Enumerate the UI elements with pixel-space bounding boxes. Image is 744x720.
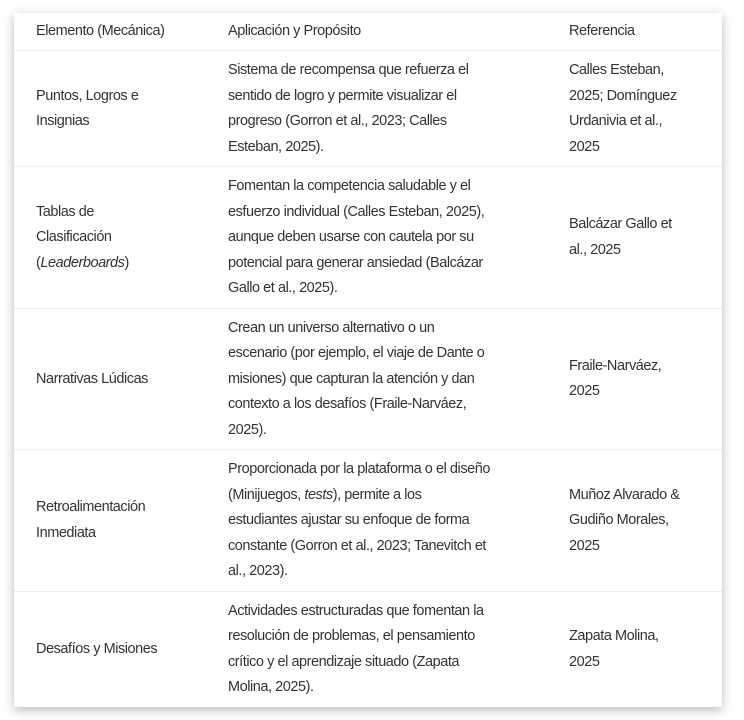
text-segment: Narrativas Lúdicas: [36, 370, 148, 387]
text-segment: constante (Gorron et al., 2023; Tanevitch et: [228, 537, 487, 554]
text-segment: 2025: [569, 383, 600, 400]
cell-line: [228, 508, 547, 534]
cell-line: [228, 392, 547, 418]
text-segment: Fomentan la competencia saludable y el: [228, 178, 471, 194]
text-segment: Zapata Molina,: [569, 628, 659, 644]
text-segment: Muñoz Alvarado &: [569, 486, 680, 503]
cell-line: [569, 135, 722, 161]
cell-line: [569, 624, 722, 650]
text-segment: Retroalimentación: [36, 499, 146, 516]
cell-line: [228, 599, 547, 625]
text-segment: Crean un universo alternativo o un: [228, 319, 435, 336]
table-row: [14, 592, 722, 707]
text-segment: 2025: [569, 138, 600, 155]
text-segment: sentido de logro y permite visualizar el: [228, 87, 457, 104]
cell-line: [569, 379, 722, 405]
cell-line: [569, 508, 722, 534]
cell-line: [569, 483, 722, 509]
cell-application: [206, 316, 547, 444]
cell-element: [14, 367, 206, 393]
italic-term: tests: [304, 486, 333, 503]
italic-term: Leaderboards: [40, 254, 125, 271]
cell-line: [228, 457, 547, 483]
cell-line: [228, 316, 547, 342]
text-segment: Tablas de: [36, 203, 95, 220]
cell-line: [36, 84, 206, 110]
cell-line: [228, 418, 547, 444]
cell-reference: [547, 212, 722, 263]
cell-line: [36, 109, 206, 135]
cell-line: [228, 58, 547, 84]
cell-line: [228, 109, 547, 135]
cell-line: [228, 675, 547, 701]
cell-line: [228, 367, 547, 393]
text-segment: progreso (Gorron et al., 2023; Calles: [228, 113, 447, 129]
cell-line: [228, 483, 547, 509]
text-segment: Calles Esteban,: [569, 62, 664, 78]
cell-reference: [547, 483, 722, 560]
text-segment: Actividades estructuradas que fomentan la: [228, 602, 484, 619]
text-segment: estudiantes ajustar su enfoque de forma: [228, 512, 470, 528]
table-row: [14, 51, 722, 167]
cell-line: [36, 637, 206, 663]
table-header-row: [14, 13, 722, 51]
text-segment: ): [124, 254, 129, 271]
cell-line: [569, 238, 722, 264]
text-segment: aunque deben usarse con cautela por su: [228, 229, 474, 245]
text-segment: ), permite a los: [332, 486, 422, 503]
cell-line: [228, 624, 547, 650]
text-segment: Molina, 2025).: [228, 679, 314, 695]
text-segment: Esteban, 2025).: [228, 138, 324, 155]
text-segment: Gudiño Morales,: [569, 512, 669, 528]
text-segment: escenario (por ejemplo, el viaje de Dante o: [228, 345, 485, 361]
text-segment: Puntos, Logros e: [36, 87, 139, 104]
text-segment: resolución de problemas, el pensamiento: [228, 628, 475, 644]
gamification-table: [14, 13, 722, 707]
cell-line: [228, 135, 547, 161]
table-row: [14, 167, 722, 309]
cell-line: [228, 225, 547, 251]
text-segment: (: [36, 254, 41, 271]
header-application: Aplicación y Propósito: [228, 22, 361, 39]
cell-line: [569, 84, 722, 110]
cell-line: [569, 109, 722, 135]
text-segment: Desafíos y Misiones: [36, 640, 158, 657]
text-segment: contexto a los desafíos (Fraile-Narváez,: [228, 396, 467, 412]
text-segment: al., 2025: [569, 241, 621, 258]
text-segment: esfuerzo individual (Calles Esteban, 2025),: [228, 203, 485, 220]
text-segment: Urdanivia et al.,: [569, 113, 663, 129]
cell-line: [569, 58, 722, 84]
cell-application: [206, 599, 547, 701]
cell-line: [228, 650, 547, 676]
cell-line: [36, 521, 206, 547]
cell-line: [36, 251, 206, 277]
text-segment: 2025: [569, 537, 600, 554]
cell-element: [14, 84, 206, 135]
cell-line: [36, 367, 206, 393]
cell-reference: [547, 624, 722, 675]
cell-reference: [547, 354, 722, 405]
cell-line: [36, 200, 206, 226]
text-segment: al., 2023).: [228, 563, 288, 579]
cell-line: [228, 276, 547, 302]
text-segment: Gallo et al., 2025).: [228, 280, 338, 296]
text-segment: Balcázar Gallo et: [569, 216, 672, 233]
table-row: [14, 450, 722, 592]
table-row: [14, 309, 722, 451]
cell-application: [206, 457, 547, 585]
cell-line: [228, 84, 547, 110]
text-segment: Insignias: [36, 113, 90, 129]
text-segment: Sistema de recompensa que refuerza el: [228, 62, 469, 78]
header-reference: Referencia: [569, 22, 635, 39]
cell-element: [14, 495, 206, 546]
cell-reference: [547, 58, 722, 160]
text-segment: (Minijuegos,: [228, 486, 305, 503]
text-segment: potencial para generar ansiedad (Balcázar: [228, 254, 483, 271]
text-segment: crítico y el aprendizaje situado (Zapata: [228, 653, 460, 670]
text-segment: 2025; Domínguez: [569, 87, 677, 104]
text-segment: Proporcionada por la plataforma o el diseño: [228, 461, 490, 477]
cell-line: [36, 225, 206, 251]
cell-line: [36, 495, 206, 521]
cell-line: [569, 212, 722, 238]
cell-application: [206, 58, 547, 160]
cell-application: [206, 174, 547, 302]
text-segment: 2025: [569, 653, 600, 670]
cell-line: [569, 354, 722, 380]
cell-element: [14, 200, 206, 277]
text-segment: misiones) que capturan la atención y dan: [228, 370, 475, 387]
text-segment: Fraile-Narváez,: [569, 357, 662, 374]
cell-line: [228, 559, 547, 585]
cell-line: [228, 200, 547, 226]
cell-line: [228, 534, 547, 560]
header-element: Elemento (Mecánica): [36, 22, 165, 39]
cell-line: [569, 534, 722, 560]
cell-line: [228, 174, 547, 200]
cell-line: [228, 251, 547, 277]
cell-line: [569, 650, 722, 676]
table-body: [14, 51, 722, 707]
cell-element: [14, 637, 206, 663]
cell-line: [228, 341, 547, 367]
text-segment: Clasificación: [36, 229, 112, 245]
text-segment: Inmediata: [36, 524, 96, 541]
text-segment: 2025).: [228, 421, 267, 438]
